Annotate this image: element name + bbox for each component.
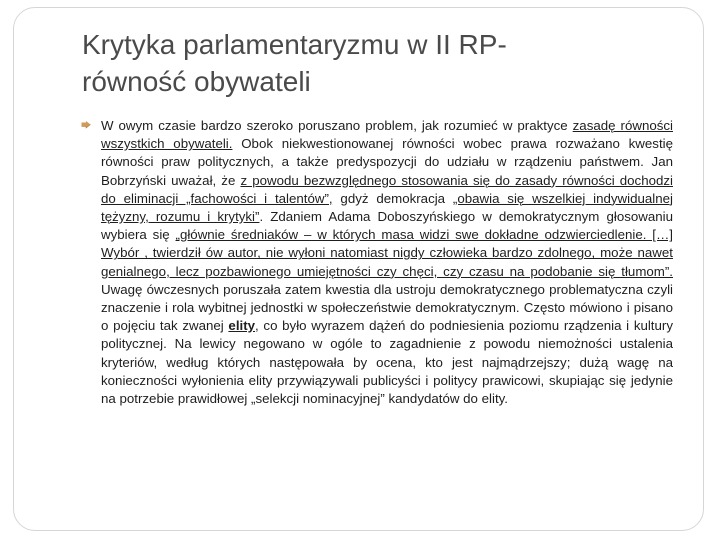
emphasized-term: elity	[228, 318, 256, 334]
underlined-quote: „głównie średniaków – w których masa widzi swe dokładne odzwierciedlenie. […] Wybór , twierdził ów autor, nie wyłoni natomiast nigdy człowieka bardzo zdolnego, może nawet genialnego, lecz pozbawionego umiejętności czy chęci, czy czasu na podobanie się tłumom”.	[101, 227, 673, 279]
underlined-quote: z powodu bezwzględnego stosowania się do zasady równości dochodzi do eliminacji „fachowości i talentów”,	[101, 172, 673, 206]
body-text-segment: gdyż demokracja	[332, 190, 453, 206]
slide-title-line-2: równość obywateli	[82, 66, 311, 97]
slide-body-text	[101, 117, 673, 408]
body-text-segment: . Zdaniem Adama Doboszyńskiego w demokratycznym głosowaniu wybiera się	[101, 209, 673, 243]
body-text-segment: , co było wyrazem dążeń do podniesienia poziomu rządzenia i kultury politycznej. Na lewicy negowano w ogóle to zagadnienie z powodu niemożności ustalenia kryteriów, według których następowała by ocena, kto jest najmądrzejszy; dużą wagę na konieczności wyłonienia elity przywiązywali publicyści i politycy prawicowi, skupiając się jedynie na potrzebie prawidłowej „selekcji nominacyjnej” kandydatów do elity.	[101, 318, 673, 407]
body-text-segment: Uwagę ówczesnych poruszała zatem kwestia dla ustroju demokratycznego problematyczna czyli znaczenie i rola wybitnej jednostki w społeczeństwie demokratycznym. Często mówiono i pisano o pojęciu tak zwanej	[101, 281, 673, 334]
underlined-phrase: zasadę równości wszystkich obywateli.	[101, 118, 673, 152]
underlined-quote: „obawia się wszelkiej indywidualnej tężyzny, rozumu i krytyki”	[101, 190, 673, 225]
slide-title	[82, 26, 642, 100]
slide-title-line-1: Krytyka parlamentaryzmu w II RP-	[82, 29, 507, 60]
body-text-segment: W owym czasie bardzo szeroko poruszano problem, jak rozumieć w praktyce	[101, 118, 573, 133]
body-text-segment: Obok niekwestionowanej równości wobec prawa rozważano kwestię równości praw politycznych, a także predyspozycji do udziału w rządzeniu państwem. Jan Bobrzyński uważał, że	[101, 136, 673, 188]
bullet-icon	[80, 120, 92, 132]
